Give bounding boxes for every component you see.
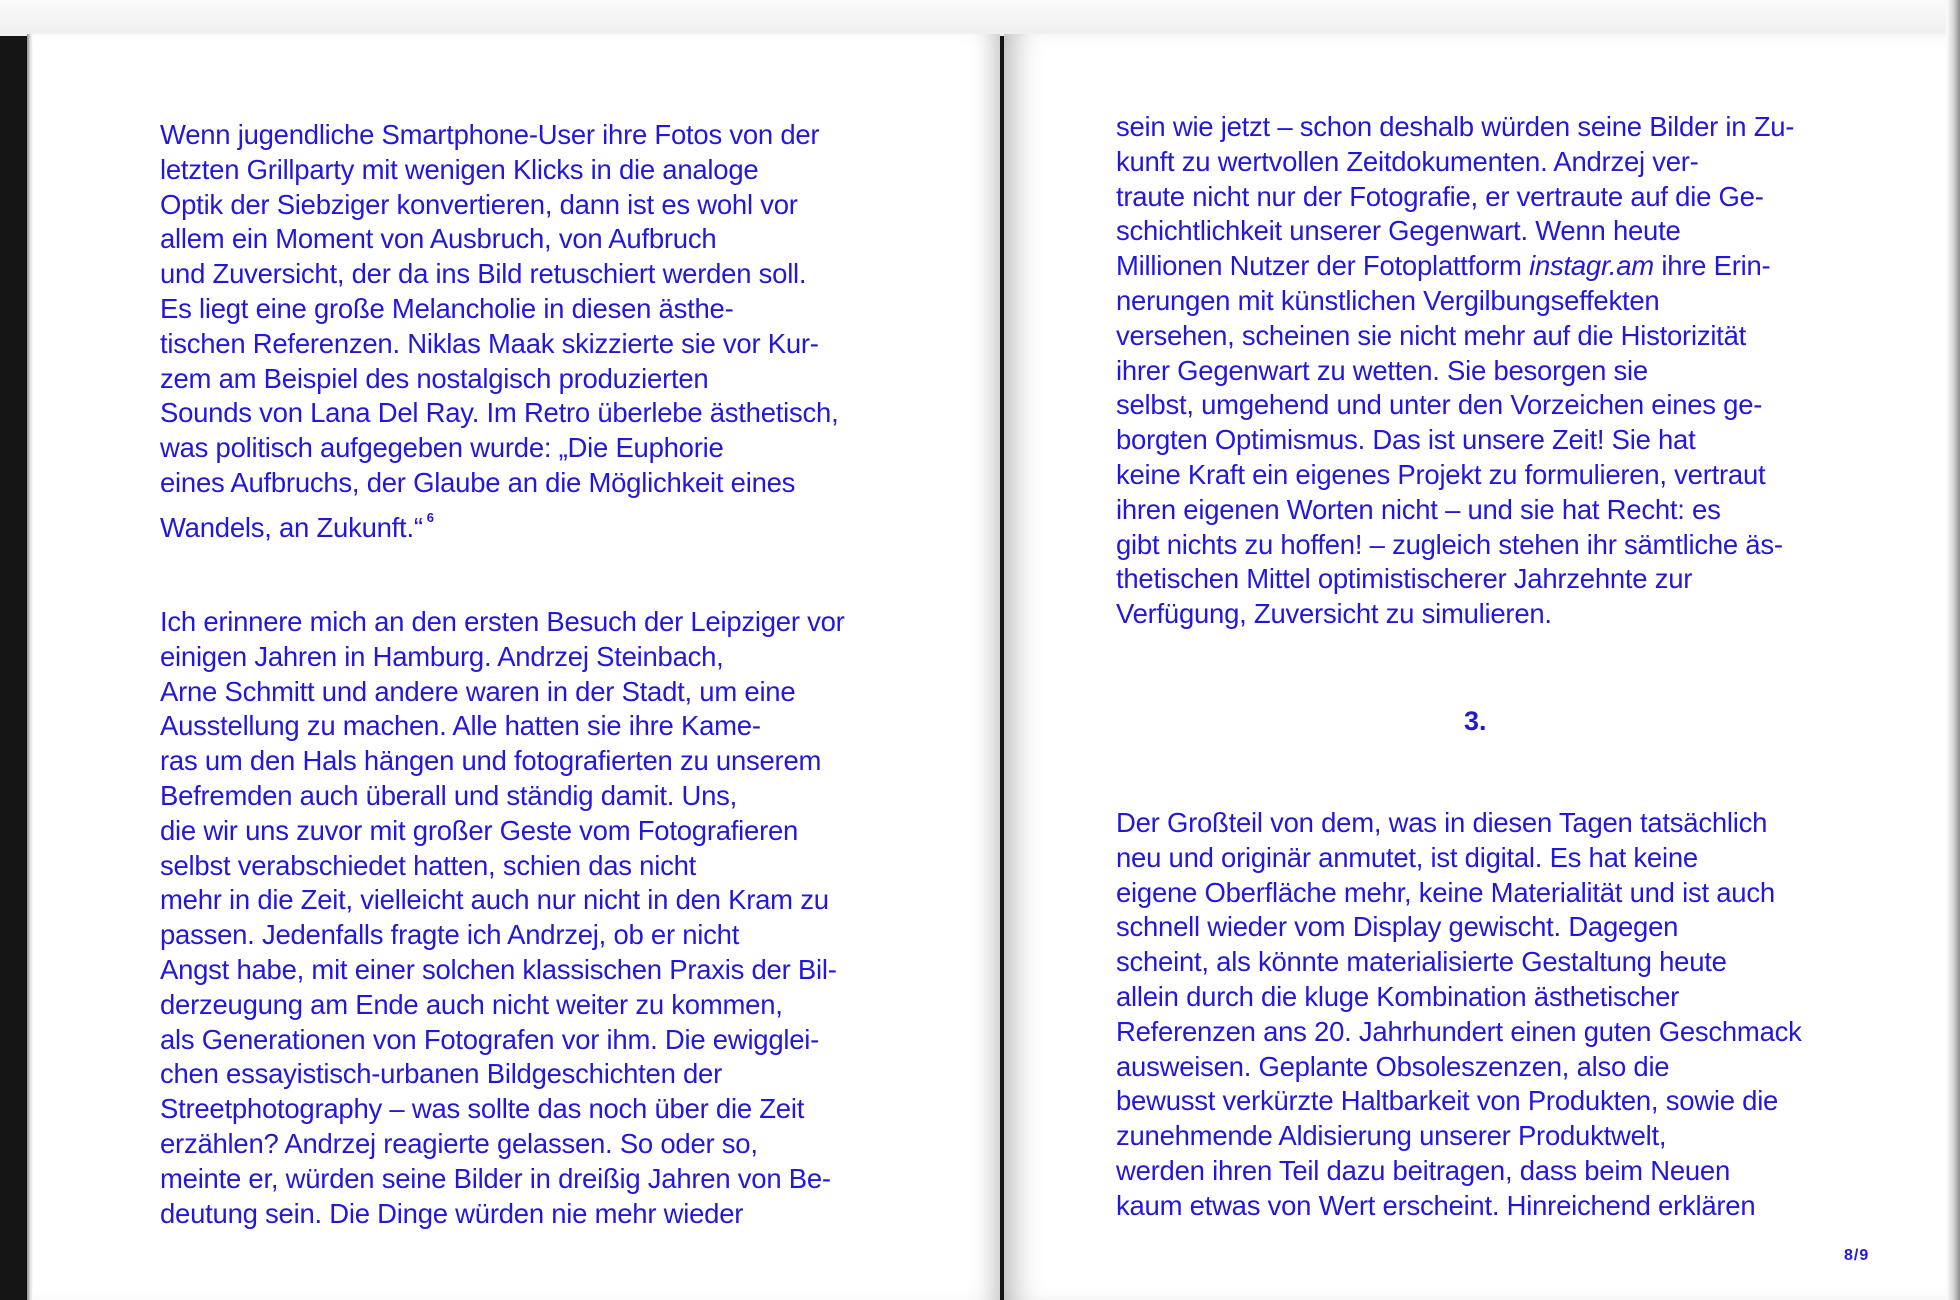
text-line: Befremden auch überall und ständig damit. Uns,: [160, 779, 738, 811]
text-line: borgten Optimismus. Das ist unsere Zeit! Sie hat: [1116, 424, 1696, 456]
text-line: chen essayistisch-urbanen Bildgeschichten der: [160, 1058, 722, 1090]
text-line: Es liegt eine große Melancholie in diesen ästhe-: [160, 292, 734, 324]
text-line: allein durch die kluge Kombination ästhetischer: [1116, 980, 1680, 1012]
text-line: tischen Referenzen. Niklas Maak skizzierte sie vor Kur-: [160, 327, 819, 359]
text-line: ihren eigenen Worten nicht – und sie hat Recht: es: [1116, 493, 1721, 525]
text-line: eigene Oberfläche mehr, keine Materialität und ist auch: [1116, 876, 1775, 908]
text-line: kaum etwas von Wert erscheint. Hinreichend erklären: [1116, 1189, 1756, 1221]
text-line: ihrer Gegenwart zu wetten. Sie besorgen sie: [1116, 354, 1648, 386]
text-line: deutung sein. Die Dinge würden nie mehr wieder: [160, 1197, 744, 1229]
text-line: letzten Grillparty mit wenigen Klicks in die analoge: [160, 153, 759, 185]
text-line: ras um den Hals hängen und fotografierten zu unserem: [160, 745, 822, 777]
text-line: die wir uns zuvor mit großer Geste vom Fotografieren: [160, 814, 799, 846]
right-page-edge: [1946, 0, 1960, 1300]
text-line: [160, 501, 838, 546]
text-line: Der Großteil von dem, was in diesen Tagen tatsächlich: [1116, 807, 1768, 838]
text-line: erzählen? Andrzej reagierte gelassen. So oder so,: [160, 1127, 758, 1159]
text-line: Referenzen ans 20. Jahrhundert einen guten Geschmack: [1116, 1015, 1802, 1047]
right-paragraph-1: [1116, 110, 1794, 632]
text-line: versehen, scheinen sie nicht mehr auf die Historizität: [1116, 319, 1747, 351]
left-paragraph-1: [160, 118, 838, 546]
text-line: als Generationen von Fotografen vor ihm. Die ewigglei-: [160, 1023, 820, 1055]
text-line: Optik der Siebziger konvertieren, dann ist es wohl vor: [160, 188, 798, 220]
text-line: Ausstellung zu machen. Alle hatten sie ihre Kame-: [160, 710, 761, 742]
text-line: einigen Jahren in Hamburg. Andrzej Steinbach,: [160, 640, 724, 672]
text-line: Sounds von Lana Del Ray. Im Retro überlebe ästhetisch,: [160, 397, 839, 429]
text-line: Verfügung, Zuversicht zu simulieren.: [1116, 598, 1552, 630]
footnote-marker: 6: [426, 509, 434, 525]
emphasis-text: instagr.am: [1529, 250, 1654, 282]
text-line: keine Kraft ein eigenes Projekt zu formulieren, vertraut: [1116, 458, 1766, 490]
text-line: meinte er, würden seine Bilder in dreißig Jahren von Be-: [160, 1162, 831, 1194]
text-line: Angst habe, mit einer solchen klassischen Praxis der Bil-: [160, 953, 837, 985]
text-line: Streetphotography – was sollte das noch über die Zeit: [160, 1093, 805, 1125]
right-paragraph-2: [1116, 806, 1802, 1224]
text-line: und Zuversicht, der da ins Bild retuschiert werden soll.: [160, 258, 807, 290]
text-line: passen. Jedenfalls fragte ich Andrzej, ob er nicht: [160, 919, 740, 951]
text-line: derzeugung am Ende auch nicht weiter zu kommen,: [160, 988, 783, 1020]
text-line: ausweisen. Geplante Obsoleszenzen, also die: [1116, 1050, 1670, 1082]
text-line: Ich erinnere mich an den ersten Besuch der Leipziger vor: [160, 606, 845, 637]
text-line: bewusst verkürzte Haltbarkeit von Produkten, sowie die: [1116, 1085, 1779, 1117]
text-line: allem ein Moment von Ausbruch, von Aufbruch: [160, 223, 717, 255]
text-line: [1116, 249, 1794, 284]
text-line: selbst verabschiedet hatten, schien das nicht: [160, 849, 697, 881]
text-line: eines Aufbruchs, der Glaube an die Möglichkeit eines: [160, 466, 796, 498]
page-number: 8/9: [1844, 1247, 1870, 1264]
text-line-content: Millionen Nutzer der Fotoplattform: [1116, 250, 1530, 282]
text-line: selbst, umgehend und unter den Vorzeichen eines ge-: [1116, 389, 1763, 421]
text-line: kunft zu wertvollen Zeitdokumenten. Andrzej ver-: [1116, 145, 1699, 177]
text-line: mehr in die Zeit, vielleicht auch nur nicht in den Kram zu: [160, 884, 829, 916]
section-number: 3.: [1464, 706, 1487, 736]
text-line: traute nicht nur der Fotografie, er vertraute auf die Ge-: [1116, 180, 1764, 212]
text-line: werden ihren Teil dazu beitragen, dass beim Neuen: [1116, 1154, 1731, 1186]
text-line: neu und originär anmutet, ist digital. Es hat keine: [1116, 841, 1698, 873]
text-line-content: Wandels, an Zukunft.“: [160, 511, 423, 543]
text-line: schichtlichkeit unserer Gegenwart. Wenn heute: [1116, 215, 1681, 247]
text-line: gibt nichts zu hoffen! – zugleich stehen ihr sämtliche äs-: [1116, 528, 1783, 560]
book-top-edge: [0, 0, 1960, 36]
text-line: zem am Beispiel des nostalgisch produzierten: [160, 362, 709, 394]
text-line: was politisch aufgegeben wurde: „Die Euphorie: [160, 432, 724, 464]
text-line: zunehmende Aldisierung unserer Produktwelt,: [1116, 1120, 1667, 1152]
text-line: sein wie jetzt – schon deshalb würden seine Bilder in Zu-: [1116, 111, 1795, 142]
text-line: scheint, als könnte materialisierte Gestaltung heute: [1116, 946, 1727, 978]
text-line-content: ihre Erin-: [1653, 250, 1771, 282]
text-line: Wenn jugendliche Smartphone-User ihre Fotos von der: [160, 119, 820, 150]
text-line: nerungen mit künstlichen Vergilbungseffekten: [1116, 284, 1660, 316]
text-line: schnell wieder vom Display gewischt. Dagegen: [1116, 911, 1679, 943]
left-page-edge: [27, 34, 33, 1300]
left-paragraph-2: [160, 605, 845, 1231]
text-line: Arne Schmitt und andere waren in der Stadt, um eine: [160, 675, 796, 707]
text-line: thetischen Mittel optimistischerer Jahrzehnte zur: [1116, 563, 1693, 595]
